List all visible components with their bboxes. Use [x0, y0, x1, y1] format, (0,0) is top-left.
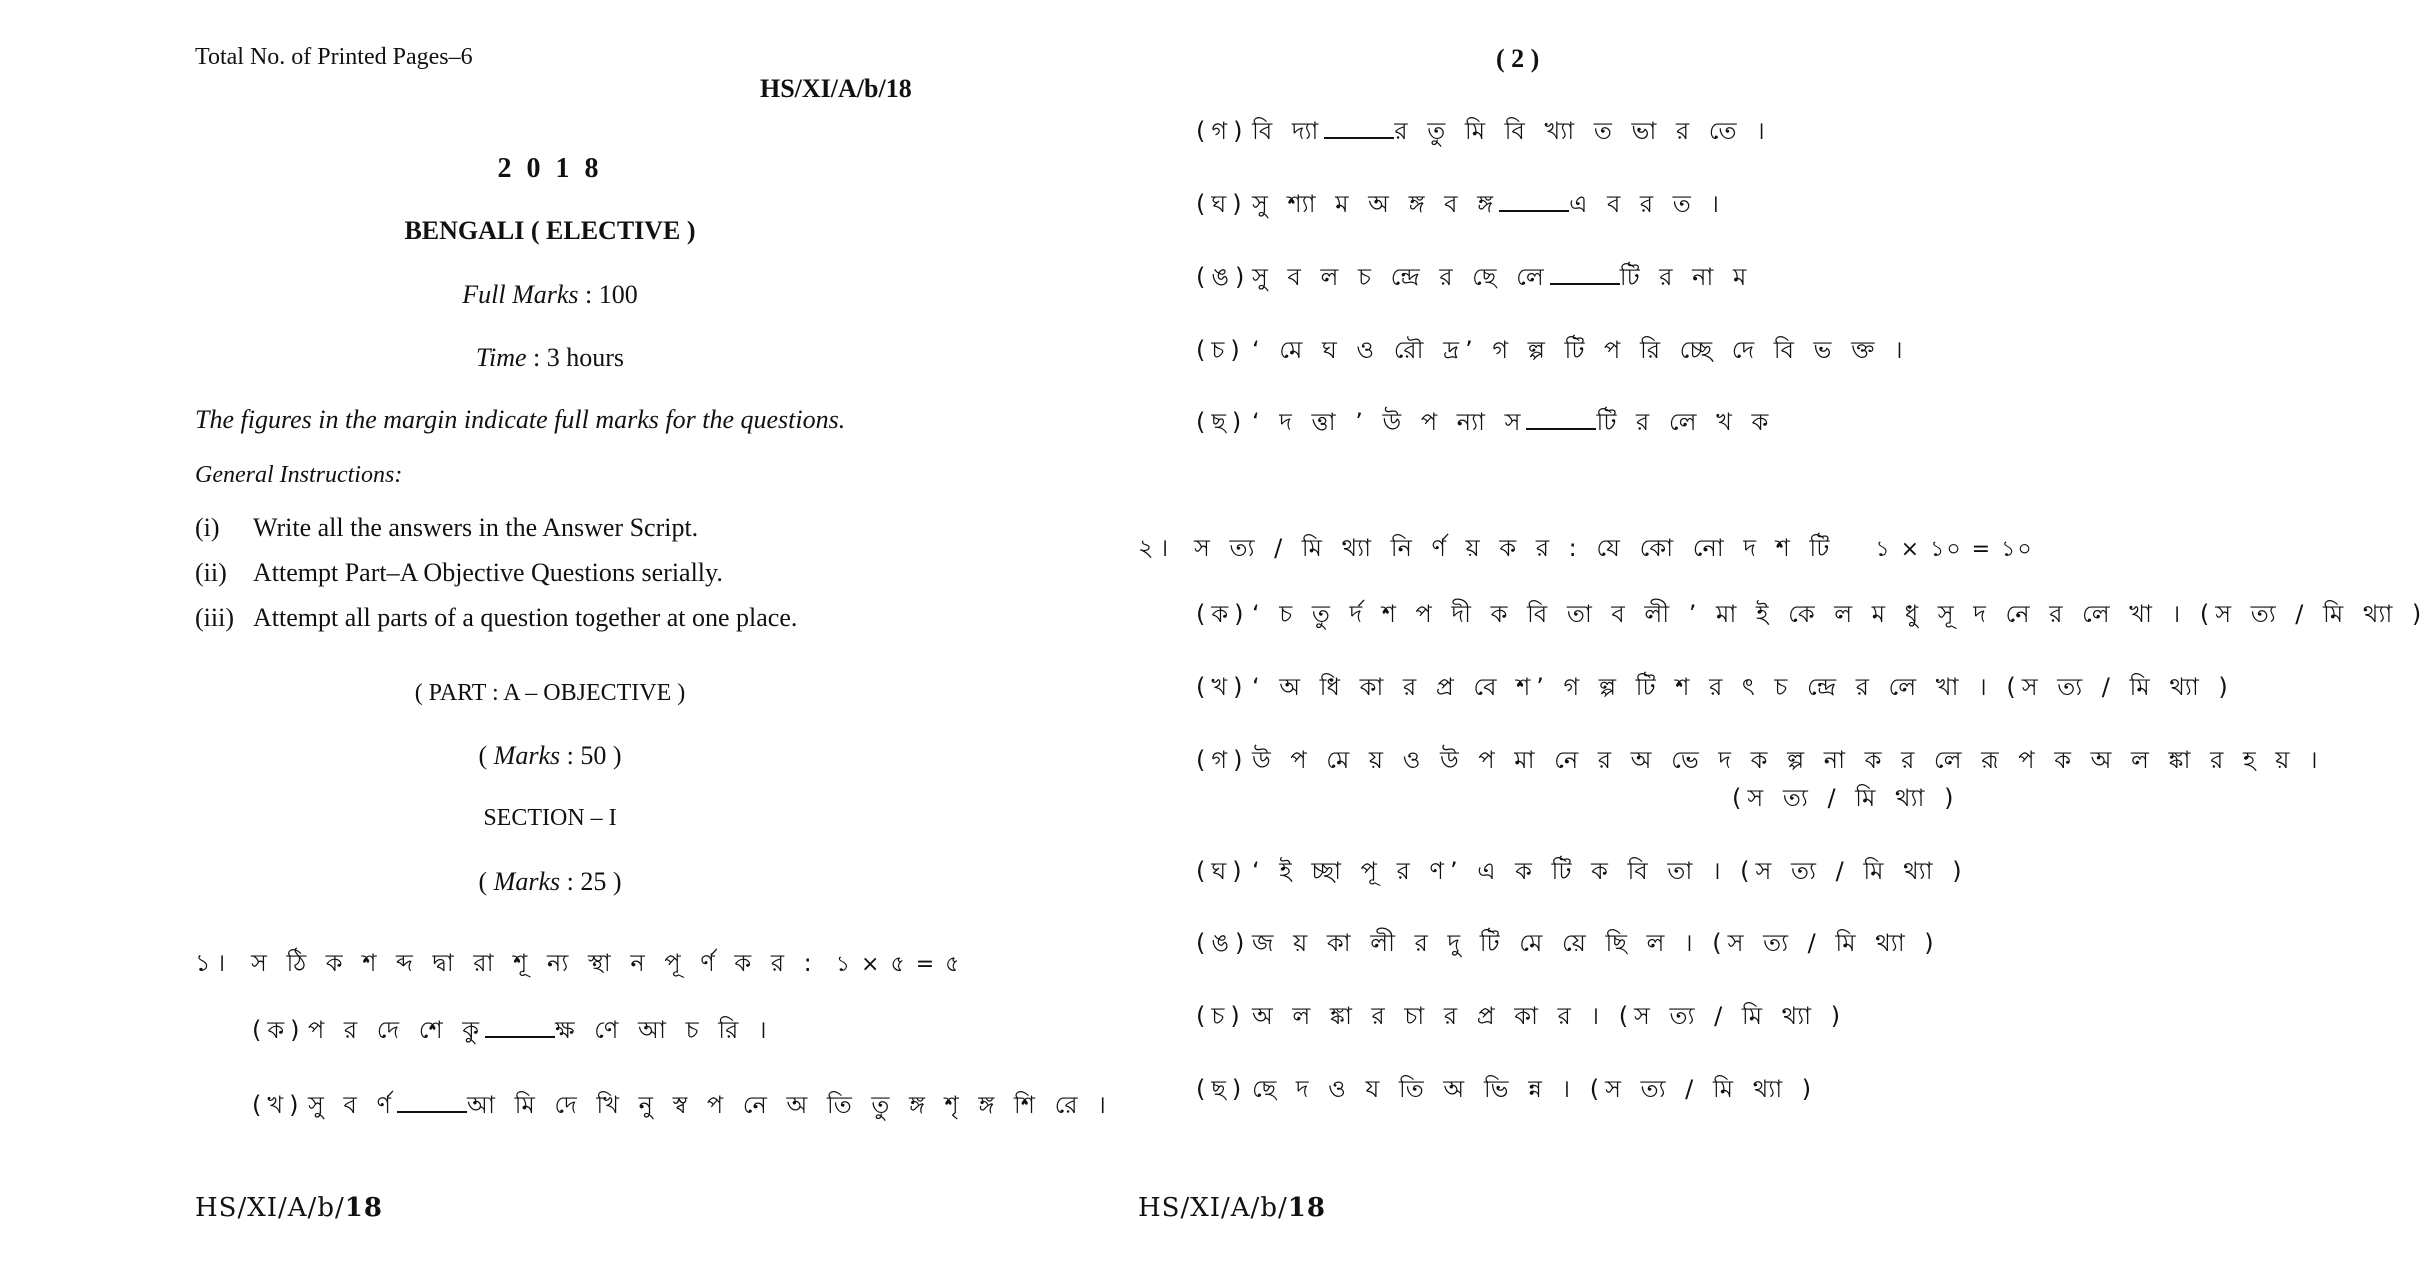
question-text: স ঠি ক শ ব্দ দ্বা রা শূ ন্য স্থা ন পূ র্ণ ক র :	[251, 949, 818, 977]
item-text-after: টি র না ম	[1619, 263, 1753, 291]
question-item	[1196, 669, 2234, 709]
footer-year: 18	[344, 1193, 383, 1223]
instruction-text: Attempt all parts of a question together at one place.	[253, 603, 798, 632]
footer-code: HS/XI/A/b/	[1138, 1193, 1288, 1223]
time-value: : 3 hours	[533, 343, 625, 372]
answer-blank	[1550, 265, 1620, 285]
full-marks-value: : 100	[585, 280, 638, 309]
item-text-before: বি দ্যা	[1252, 117, 1325, 145]
question-text: স ত্য / মি থ্যা নি র্ণ য় ক র : যে কো নো দ শ টি	[1194, 534, 1836, 562]
question-item	[1196, 404, 1774, 444]
full-marks	[0, 280, 1100, 310]
footer-code: HS/XI/A/b/	[195, 1193, 345, 1223]
time-label: Time	[475, 343, 527, 372]
instruction-text: Attempt Part–A Objective Questions serially.	[253, 558, 723, 587]
item-number: (ছ)	[1196, 1075, 1248, 1103]
part-marks	[0, 741, 1100, 771]
question-marks: ১ × ১০ = ১০	[1875, 537, 2034, 562]
question-item	[1196, 925, 1940, 965]
item-number: (খ)	[252, 1091, 305, 1119]
item-text: জ য় কা লী র দু টি মে য়ে ছি ল । (স ত্য / মি থ্যা )	[1252, 929, 1940, 957]
question-1	[195, 945, 961, 985]
item-text-before: সু ব র্ণ	[308, 1091, 397, 1119]
item-text: ছে দ ও য তি অ ভি ন্ন । (স ত্য / মি থ্যা )	[1252, 1075, 1818, 1103]
total-pages: Total No. of Printed Pages–6	[195, 44, 473, 70]
item-text-before: সু ব ল চ ন্দ্রে র ছে লে	[1252, 263, 1550, 291]
question-item	[252, 1087, 1112, 1127]
answer-blank	[1526, 410, 1596, 430]
part-marks-value: : 50 )	[566, 741, 622, 770]
item-number: (চ)	[1196, 336, 1246, 364]
item-answer-options: (স ত্য / মি থ্যা )	[1732, 784, 1960, 812]
question-item	[1196, 332, 1909, 372]
question-number: ২।	[1138, 534, 1175, 562]
item-text-before: ‘ মে ঘ ও রৌ দ্র’ গ ল্প টি প রি চ্ছে দে বি ভ ক্ত ।	[1252, 336, 1909, 364]
item-number: (ক)	[1196, 600, 1250, 628]
question-item	[1196, 1071, 1817, 1111]
item-number: (গ)	[1196, 746, 1249, 774]
exam-year: 2 0 1 8	[497, 153, 603, 184]
part-marks-label: Marks	[493, 741, 561, 770]
page-footer	[1138, 1193, 1326, 1223]
item-text-after: টি র লে খ ক	[1596, 408, 1775, 436]
page-footer	[195, 1193, 383, 1223]
section-marks-value: : 25 )	[566, 867, 622, 896]
question-item	[1196, 186, 1725, 226]
item-text-after: র তু মি বি খ্যা ত ভা র তে ।	[1394, 117, 1771, 145]
item-text: অ ল ঙ্কা র চা র প্র কা র । (স ত্য / মি থ্যা )	[1252, 1002, 1847, 1030]
answer-blank	[1499, 192, 1569, 212]
item-number: (খ)	[1196, 673, 1249, 701]
answer-blank	[397, 1093, 467, 1113]
item-text-before: ‘ দ ত্তা ’ উ প ন্যা স	[1252, 408, 1527, 436]
question-number: ১।	[195, 949, 232, 977]
margin-note: The figures in the margin indicate full marks for the questions.	[195, 405, 846, 434]
instruction-item	[195, 558, 723, 588]
question-item	[1196, 259, 1752, 299]
item-number: (চ)	[1196, 1002, 1246, 1030]
question-item	[252, 1012, 773, 1052]
item-text-after: আ মি দে খি নু স্ব প নে অ তি তু ঙ্গ শৃ ঙ্গ শি রে ।	[466, 1091, 1112, 1119]
right-page	[1050, 0, 2427, 1275]
item-text: ‘ অ ধি কা র প্র বে শ’ গ ল্প টি শ র ৎ চ ন্দ্রে র লে খা । (স ত্য / মি থ্যা )	[1252, 673, 2234, 701]
item-text: ‘ ই চ্ছা পূ র ণ’ এ ক টি ক বি তা । (স ত্য / মি থ্যা )	[1252, 857, 1968, 885]
question-item	[1196, 596, 2427, 636]
full-marks-label: Full Marks	[462, 280, 579, 309]
question-item	[1196, 998, 1846, 1038]
instruction-number: (iii)	[195, 603, 234, 632]
item-number: (ক)	[252, 1016, 306, 1044]
item-text-before: প র দে শে কু	[308, 1016, 486, 1044]
part-marks-open: (	[478, 741, 488, 770]
question-item	[1196, 742, 2324, 782]
subject-title: BENGALI ( ELECTIVE )	[404, 216, 696, 245]
instruction-number: (i)	[195, 513, 220, 542]
question-item	[1196, 113, 1771, 153]
section-marks	[0, 867, 1100, 897]
question-item	[1196, 853, 1968, 893]
answer-blank	[485, 1018, 555, 1038]
item-number: (ঙ)	[1196, 929, 1251, 957]
item-text-after: এ ব র ত ।	[1569, 190, 1725, 218]
section-marks-label: Marks	[493, 867, 561, 896]
item-text-before: সু শ্যা ম অ ঙ্গ ব ঙ্গ	[1252, 190, 1500, 218]
instruction-text: Write all the answers in the Answer Script.	[253, 513, 699, 542]
item-number: (গ)	[1196, 117, 1249, 145]
section-marks-open: (	[478, 867, 488, 896]
paper-code: HS/XI/A/b/18	[760, 74, 912, 103]
item-number: (ঘ)	[1196, 857, 1248, 885]
item-number: (ঘ)	[1196, 190, 1248, 218]
part-title: ( PART : A – OBJECTIVE )	[414, 680, 686, 706]
answer-blank	[1324, 119, 1394, 139]
instruction-item	[195, 513, 698, 543]
item-text: ‘ চ তু র্দ শ প দী ক বি তা ব লী ’ মা ই কে ল ম ধু সূ দ নে র লে খা । (স ত্য / মি থ্যা )	[1252, 600, 2427, 628]
left-page	[0, 0, 1112, 1275]
question-marks: ১ × ৫ = ৫	[835, 952, 962, 977]
footer-year: 18	[1287, 1193, 1326, 1223]
item-text-after: ক্ষ ণে আ চ রি ।	[555, 1016, 773, 1044]
instruction-item	[195, 603, 797, 633]
item-number: (ঙ)	[1196, 263, 1251, 291]
item-number: (ছ)	[1196, 408, 1248, 436]
item-text: উ প মে য় ও উ প মা নে র অ ভে দ ক ল্প না ক র লে রূ প ক অ ল ঙ্কা র হ য় ।	[1252, 746, 2324, 774]
page-number: ( 2 )	[1496, 44, 1540, 73]
section-title: SECTION – I	[483, 805, 617, 831]
instruction-number: (ii)	[195, 558, 227, 587]
general-instructions-heading: General Instructions:	[195, 462, 403, 488]
question-2	[1138, 530, 2034, 570]
time	[0, 343, 1100, 373]
